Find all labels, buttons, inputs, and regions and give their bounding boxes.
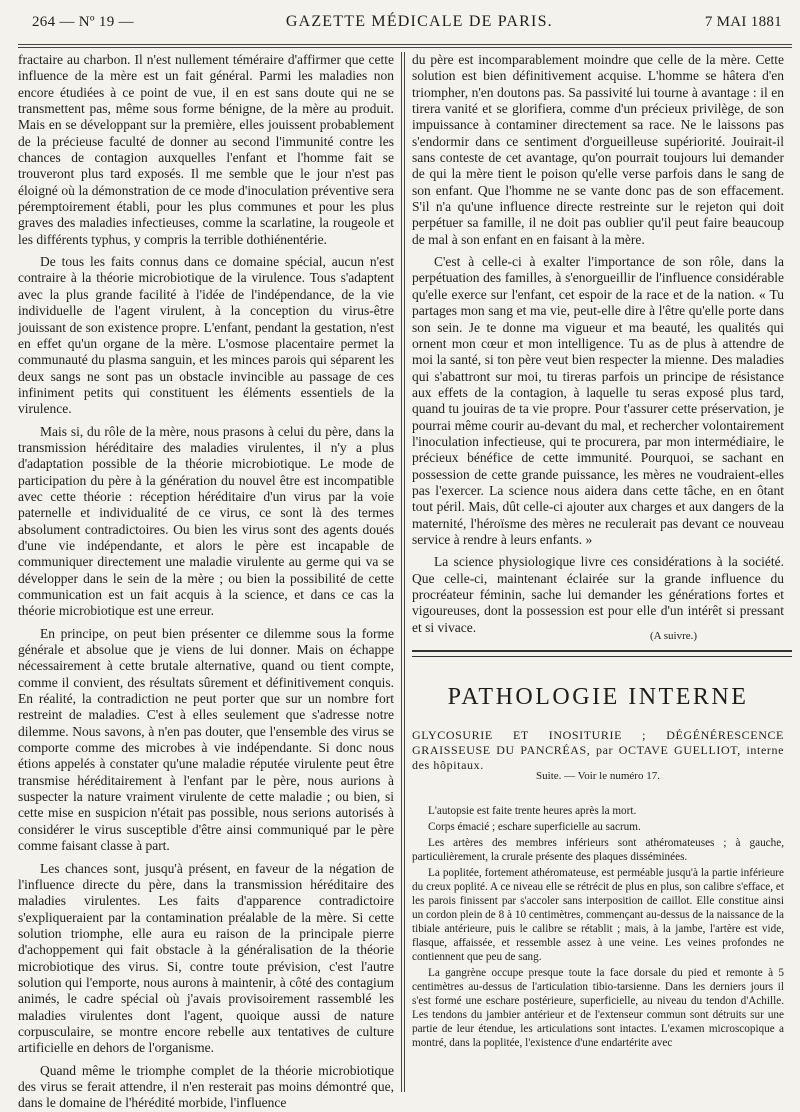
column-divider-double (404, 52, 405, 1092)
section-rule-thin (412, 656, 792, 657)
paragraph: Quand même le triomphe complet de la théorie microbiotique des virus se ferait attendre, il n'en resterait pas moins démontré que, dans le domaine de l'hérédité morbide, l'influence (18, 1062, 394, 1111)
paragraph: La science physiologique livre ces considérations à la société. Que celle-ci, maintenant éclairée sur la grande influence du procréateur féminin, sache lui demander les générations fortes et vigoureuses, dont la possession est pour elle d'un intérêt si pressant et si vivace. (412, 554, 784, 635)
paragraph: La gangrène occupe presque toute la face dorsale du pied et remonte à 5 centimètres au-dessus de l'articulation tibio-tarsienne. Dans les derniers jours il s'est formé une eschare postérieure, superficielle, au niveau du tendon d'Achille. Les tendons du jambier antérieur et de l'extenseur commun sont détruits sur une partie de leur étendue, les articulations sont intactes. L'examen microscopique a montré, dans la poplitée, l'existence d'une endartérite avec (412, 967, 784, 1049)
to-be-continued: (A suivre.) (650, 630, 698, 642)
paragraph: C'est à celle-ci à exalter l'importance de son rôle, dans la perpétuation des familles, à s'enorgueillir de l'influence considérable qu'elle exerce sur l'enfant, cet espoir de la race et de la nation. « Tu partages mon sang et ma vie, peut-elle dire à l'être qu'elle porte dans son sein. Je te donne ma vigueur et ma beauté, les qualités qui ornent mon cœur et mon intelligence. Tu as de plus à attendre de moi la santé, si ton père veut bien respecter la mienne. Des maladies qui s'abattront sur moi, tu tireras parfois un principe de résistance aux effets de la contagion, à laquelle tu seras exposé plus tard, quand tu jouiras de ta vie propre. Pour t'assurer cette préservation, je pourrai même courir au-devant du mal, et rechercher volontairement l'inoculation infectieuse, qui te procurera, par mon intermédiaire, le précieux bénéfice de cette immunité. Pourquoi, se sachant en possession de cette grande puissance, les mères ne voudraient-elles pas l'exercer. La science nous aidera dans cette tâche, en en ôtant tout péril. Mais, dût celle-ci ajouter aux charges et aux dangers de la maternité, l'héroïsme des mères ne reculerait pas devant ce nouveau service à rendre à leurs enfants. » (412, 254, 784, 547)
column-divider (401, 52, 402, 1092)
paragraph: Mais si, du rôle de la mère, nous prasons à celui du père, dans la transmission héréditaire des maladies virulentes, il n'y a plus d'adaptation possible de la théorie microbiotique. Le mode de participation du père à la génération du nouvel être est incompatible avec cette théorie : réception héréditaire d'un virus par la voie paternelle et individualité de ce virus, ce sont là des termes absolument contradictoires. Ou bien les virus sont des agents doués d'une vie indépendante, et alors le père est incapable de communiquer directement une maladie virulente au germe qui va se développer dans le sein de la mère ; ou bien la possibilité de cette communication est un fait acquis à la science, et dans ce cas la théorie microbiotique est une erreur. (18, 423, 394, 619)
right-column (412, 52, 784, 664)
section-title: PATHOLOGIE INTERNE (447, 684, 749, 710)
paragraph: Les chances sont, jusqu'à présent, en faveur de la négation de l'influence directe du père, dans la transmission héréditaire des maladies virulentes. Les faits d'apparence contradictoire s'expliqueraient par la contamination préalable de la mère. Si cette solution triomphe, elle aura eu raison de la principale pierre d'achoppement qui fait obstacle à la généralisation de la théorie microbiotique des virus. Si, contre toute prévision, c'est l'autre solution qui l'emporte, nous aurons à maintenir, à côté des contagium animés, le cadre spécial où j'avais provisoirement rassemblé les maladies virulentes dont l'agent, quoique aussi de nature corpusculaire, se montre encore rebelle aux tentatives de culture artificielle en dehors de l'organisme. (18, 860, 394, 1056)
paragraph: Les artères des membres inférieurs sont athéromateuses ; à gauche, particulièrement, la crurale présente des plaques disséminées. (412, 837, 784, 863)
continuation-note: Suite. — Voir le numéro 17. (536, 770, 660, 782)
paragraph: fractaire au charbon. Il n'est nullement téméraire d'affirmer que cette influence de la mère est un fait général. Parmi les maladies non encore étudiées à ce point de vue, il en est sans doute qui ne se transmettent pas, même sous forme bénigne, de la mère au produit. Mais en se développant sur la première, elles jouissent probablement de la précieuse faculté de donner au second l'immunité contre les chances de contagion auxquelles l'enfant et l'homme fait se trouveront plus tard exposés. Il me semble que le jour n'est pas éloigné où la démonstration de ce mode d'inoculation préventive sera péremptoirement établi, pour les plus communes et pour les plus graves des maladies infectieuses, comme la scarlatine, la rougeole et les différents typhus, y compris la terrible dothiénentérie. (18, 52, 394, 247)
paragraph: L'autopsie est faite trente heures après la mort. (428, 805, 637, 817)
article-body (412, 804, 784, 1094)
article-title: GLYCOSURIE ET INOSITURIE ; DÉGÉNÉRESCENCE GRAISSEUSE DU PANCRÉAS, par OCTAVE GUELLIOT, interne des hôpitaux. (412, 728, 784, 772)
section-rule (412, 650, 792, 652)
page-header (32, 10, 782, 34)
journal-title: GAZETTE MÉDICALE DE PARIS. (285, 13, 553, 30)
paragraph: La poplitée, fortement athéromateuse, est perméable jusqu'à la partie inférieure du creux poplité. A ce niveau elle se rétrécit de plus en plus, son calibre s'efface, et les parois finissent par s'accoler sans interposition de caillot. Elle constitue ainsi un cordon plein de 8 à 10 centimètres, commençant au-dessus de la naissance de la tibiale antérieure, puis le calibre se rétablit ; mais, à la jambe, l'artère est vide, flasque, affaissée, et ressemble assez à une veine. Les veines profondes ne contiennent que peu de sang. (412, 867, 784, 963)
paragraph: De tous les faits connus dans ce domaine spécial, aucun n'est contraire à la théorie microbiotique de la virulence. Tous s'adaptent avec la plus grande facilité à l'idée de l'indépendance, de la vie individuelle de l'agent virulent, à la conception du virus-être jouissant de son existence propre. L'enfant, pendant la gestation, n'est en effet qu'un organe de la mère. L'osmose placentaire permet la communauté du plasma sanguin, et les minces parois qui séparent les deux sangs ne sont pas un obstacle invincible au passage de ces infiniment petits qui constituent les éléments essentiels de la virulence. (18, 254, 394, 417)
header-rule (18, 44, 792, 45)
paragraph: Corps émacié ; eschare superficielle au sacrum. (428, 821, 641, 833)
left-column (18, 52, 394, 1111)
header-rule-double (18, 47, 792, 48)
page-number: 264 — Nº 19 — (32, 13, 134, 30)
paragraph: En principe, on peut bien présenter ce dilemme sous la forme générale et absolue que je viens de lui donner. Mais on échappe nécessairement à cette brutale alternative, quand ou tient compte, comme il convient, des résultats sûrement et définitivement conquis. En réalité, la contradiction ne peut porter que sur un nombre fort restreint de maladies. C'est à elles seulement que s'adresse notre dilemme. Nous savons, à n'en pas douter, que l'ensemble des virus se comporte comme des microbes à vie indépendante. Si donc nous étions appelés à constater qu'une maladie réputée virulente peut être transmise héréditairement à l'enfant par le père, nous aurions à suspecter la nature vraiment virulente de cette maladie ; ou bien, si cette mise en suspicion n'était pas possible, nous serions autorisés à considérer le virus susceptible d'être ainsi communiqué par le père comme faisant classe à part. (18, 625, 394, 854)
paragraph: du père est incomparablement moindre que celle de la mère. Cette solution est bien définitivement acquise. L'homme se hâtera d'en triompher, n'en doutons pas. Sa passivité lui tourne à avantage : il en tirera vanité et se glorifiera, comme d'un précieux privilège, de son impuissance à contaminer directement sa race. Ne le laissons pas s'endormir dans ce sentiment d'orgueilleuse supériorité. Jouirait-il sans conteste de cet avantage, qu'on pourrait toujours lui demander de qui la mère tient le poison qu'elle verse parfois dans le sang de son enfant. Que l'homme ne se vante donc pas de son effacement. S'il n'a qu'une influence directe restreinte sur le rejeton qui doit perpétuer sa famille, il ne doit pas oublier qu'il peut faire beaucoup de mal à son enfant en en faisant à la mère. (412, 52, 784, 247)
issue-date: 7 MAI 1881 (704, 13, 782, 30)
